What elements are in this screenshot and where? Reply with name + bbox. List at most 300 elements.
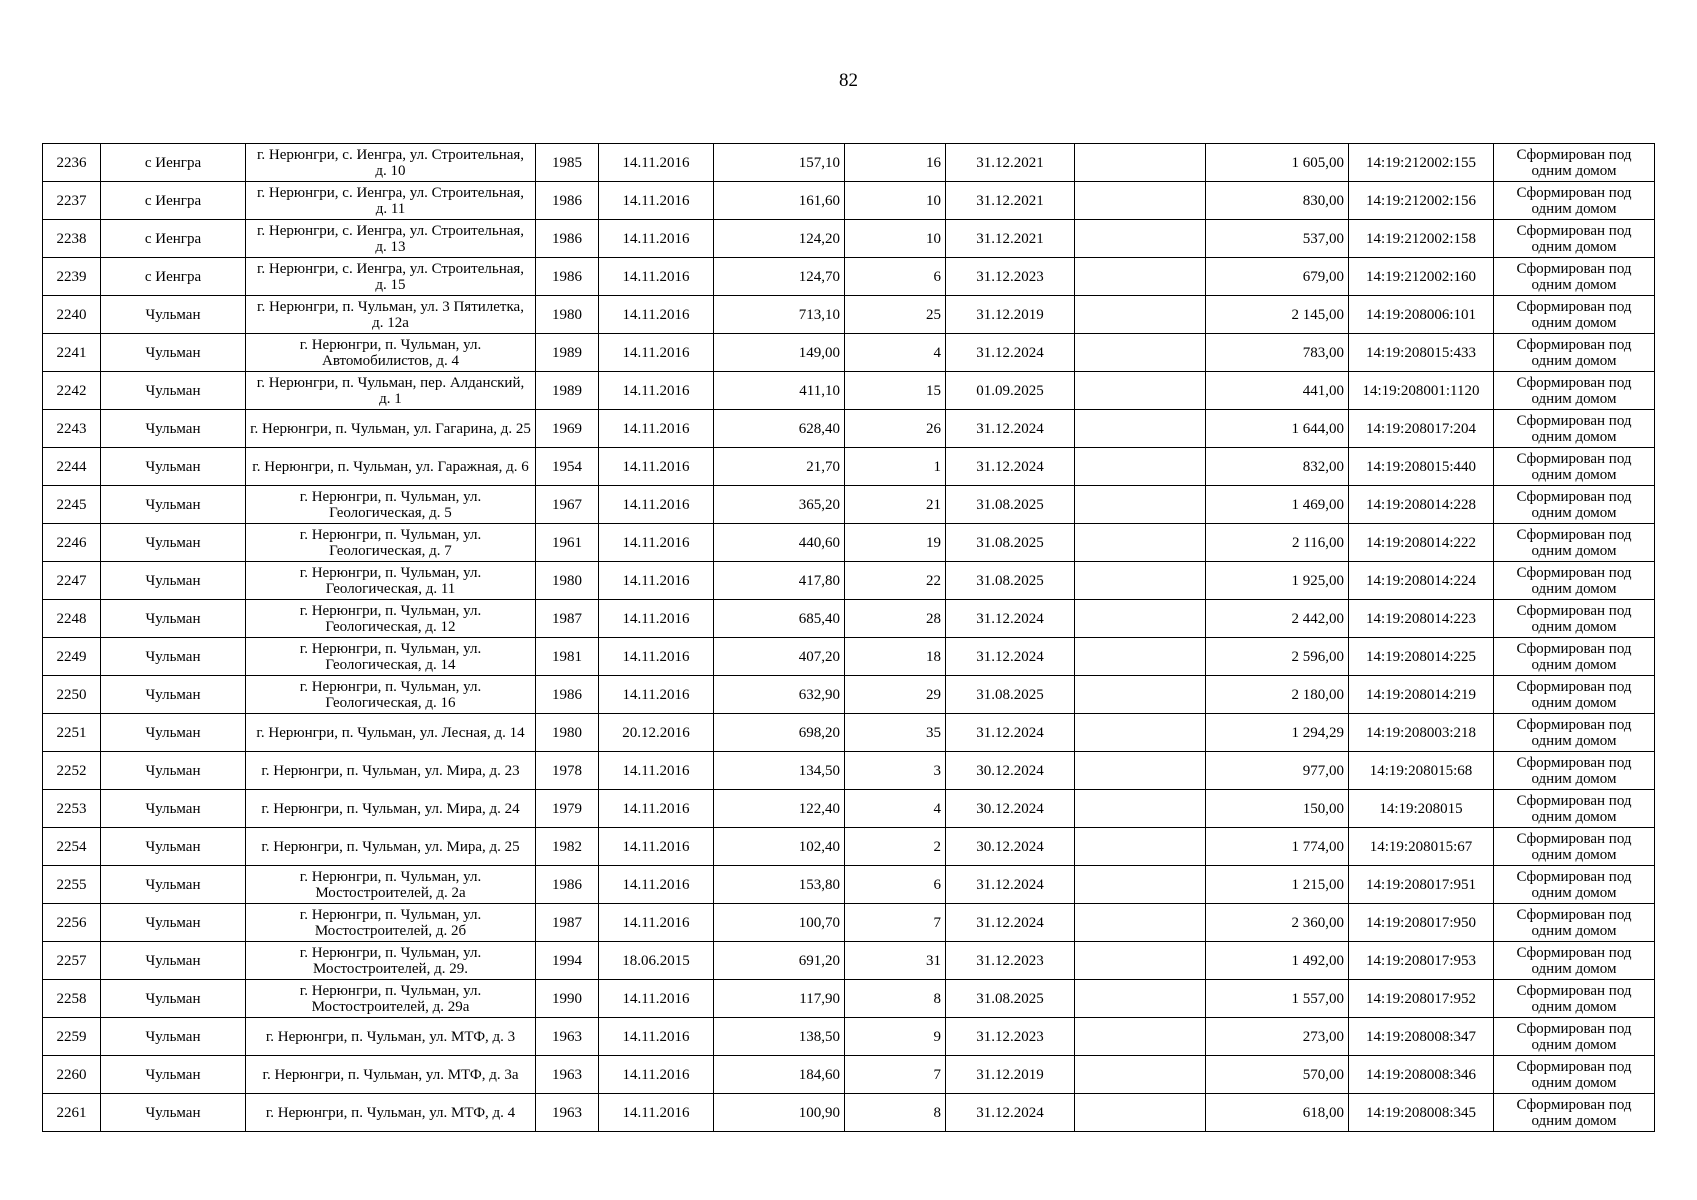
address-cell: г. Нерюнгри, с. Иенгра, ул. Строительная, д. 10 <box>246 144 536 182</box>
address-cell: г. Нерюнгри, п. Чульман, ул. Автомобилистов, д. 4 <box>246 334 536 372</box>
cadastral-number-cell: 14:19:208008:346 <box>1349 1056 1494 1094</box>
address-cell: г. Нерюнгри, п. Чульман, ул. Геологическая, д. 7 <box>246 524 536 562</box>
row-number: 2254 <box>43 828 101 866</box>
settlement-cell: Чульман <box>101 1094 246 1132</box>
land-area-cell: 618,00 <box>1206 1094 1349 1132</box>
deadline-cell: 30.12.2024 <box>946 828 1075 866</box>
empty-cell <box>1075 942 1206 980</box>
cadastral-number-cell: 14:19:208017:951 <box>1349 866 1494 904</box>
address-cell: г. Нерюнгри, п. Чульман, ул. Мира, д. 24 <box>246 790 536 828</box>
empty-cell <box>1075 752 1206 790</box>
date-cell: 14.11.2016 <box>599 372 714 410</box>
settlement-cell: Чульман <box>101 448 246 486</box>
status-cell: Сформирован под одним домом <box>1494 1094 1655 1132</box>
area-cell: 365,20 <box>714 486 845 524</box>
count-cell: 1 <box>845 448 946 486</box>
area-cell: 100,70 <box>714 904 845 942</box>
date-cell: 14.11.2016 <box>599 144 714 182</box>
empty-cell <box>1075 448 1206 486</box>
land-area-cell: 1 644,00 <box>1206 410 1349 448</box>
land-area-cell: 2 180,00 <box>1206 676 1349 714</box>
land-area-cell: 2 442,00 <box>1206 600 1349 638</box>
deadline-cell: 31.08.2025 <box>946 562 1075 600</box>
date-cell: 14.11.2016 <box>599 752 714 790</box>
deadline-cell: 31.12.2023 <box>946 1018 1075 1056</box>
area-cell: 411,10 <box>714 372 845 410</box>
count-cell: 15 <box>845 372 946 410</box>
status-cell: Сформирован под одним домом <box>1494 790 1655 828</box>
count-cell: 7 <box>845 904 946 942</box>
settlement-cell: с Иенгра <box>101 144 246 182</box>
table-body <box>43 144 1655 1132</box>
settlement-cell: Чульман <box>101 942 246 980</box>
year-cell: 1987 <box>536 904 599 942</box>
status-cell: Сформирован под одним домом <box>1494 942 1655 980</box>
date-cell: 14.11.2016 <box>599 980 714 1018</box>
year-cell: 1963 <box>536 1056 599 1094</box>
status-cell: Сформирован под одним домом <box>1494 410 1655 448</box>
table-row <box>43 1018 1655 1056</box>
area-cell: 100,90 <box>714 1094 845 1132</box>
settlement-cell: Чульман <box>101 296 246 334</box>
date-cell: 14.11.2016 <box>599 258 714 296</box>
deadline-cell: 31.08.2025 <box>946 676 1075 714</box>
row-number: 2236 <box>43 144 101 182</box>
table-row <box>43 676 1655 714</box>
date-cell: 14.11.2016 <box>599 790 714 828</box>
area-cell: 21,70 <box>714 448 845 486</box>
row-number: 2246 <box>43 524 101 562</box>
settlement-cell: Чульман <box>101 372 246 410</box>
row-number: 2240 <box>43 296 101 334</box>
date-cell: 14.11.2016 <box>599 1018 714 1056</box>
count-cell: 10 <box>845 220 946 258</box>
year-cell: 1994 <box>536 942 599 980</box>
cadastral-number-cell: 14:19:208014:225 <box>1349 638 1494 676</box>
row-number: 2243 <box>43 410 101 448</box>
status-cell: Сформирован под одним домом <box>1494 486 1655 524</box>
land-area-cell: 1 925,00 <box>1206 562 1349 600</box>
year-cell: 1986 <box>536 182 599 220</box>
empty-cell <box>1075 258 1206 296</box>
empty-cell <box>1075 334 1206 372</box>
cadastral-number-cell: 14:19:208008:347 <box>1349 1018 1494 1056</box>
address-cell: г. Нерюнгри, п. Чульман, ул. Мостостроителей, д. 2б <box>246 904 536 942</box>
address-cell: г. Нерюнгри, п. Чульман, ул. МТФ, д. 3 <box>246 1018 536 1056</box>
table-row <box>43 524 1655 562</box>
settlement-cell: Чульман <box>101 904 246 942</box>
address-cell: г. Нерюнгри, с. Иенгра, ул. Строительная, д. 11 <box>246 182 536 220</box>
table-row <box>43 296 1655 334</box>
table-row <box>43 904 1655 942</box>
status-cell: Сформирован под одним домом <box>1494 334 1655 372</box>
table-row <box>43 372 1655 410</box>
year-cell: 1954 <box>536 448 599 486</box>
status-cell: Сформирован под одним домом <box>1494 372 1655 410</box>
settlement-cell: Чульман <box>101 562 246 600</box>
land-area-cell: 1 294,29 <box>1206 714 1349 752</box>
table-row <box>43 1094 1655 1132</box>
cadastral-number-cell: 14:19:208017:953 <box>1349 942 1494 980</box>
empty-cell <box>1075 790 1206 828</box>
area-cell: 102,40 <box>714 828 845 866</box>
empty-cell <box>1075 904 1206 942</box>
count-cell: 21 <box>845 486 946 524</box>
date-cell: 14.11.2016 <box>599 600 714 638</box>
settlement-cell: Чульман <box>101 1056 246 1094</box>
area-cell: 161,60 <box>714 182 845 220</box>
empty-cell <box>1075 486 1206 524</box>
empty-cell <box>1075 828 1206 866</box>
date-cell: 14.11.2016 <box>599 1094 714 1132</box>
land-area-cell: 441,00 <box>1206 372 1349 410</box>
count-cell: 2 <box>845 828 946 866</box>
table-row <box>43 486 1655 524</box>
date-cell: 14.11.2016 <box>599 562 714 600</box>
area-cell: 124,20 <box>714 220 845 258</box>
count-cell: 18 <box>845 638 946 676</box>
table-row <box>43 942 1655 980</box>
deadline-cell: 31.12.2024 <box>946 904 1075 942</box>
year-cell: 1982 <box>536 828 599 866</box>
cadastral-number-cell: 14:19:208014:228 <box>1349 486 1494 524</box>
settlement-cell: Чульман <box>101 334 246 372</box>
count-cell: 6 <box>845 258 946 296</box>
address-cell: г. Нерюнгри, п. Чульман, ул. Геологическая, д. 16 <box>246 676 536 714</box>
count-cell: 10 <box>845 182 946 220</box>
address-cell: г. Нерюнгри, п. Чульман, ул. Мостостроителей, д. 29. <box>246 942 536 980</box>
address-cell: г. Нерюнгри, п. Чульман, ул. 3 Пятилетка, д. 12а <box>246 296 536 334</box>
address-cell: г. Нерюнгри, п. Чульман, пер. Алданский, д. 1 <box>246 372 536 410</box>
status-cell: Сформирован под одним домом <box>1494 752 1655 790</box>
status-cell: Сформирован под одним домом <box>1494 714 1655 752</box>
address-cell: г. Нерюнгри, п. Чульман, ул. Гагарина, д. 25 <box>246 410 536 448</box>
area-cell: 117,90 <box>714 980 845 1018</box>
status-cell: Сформирован под одним домом <box>1494 524 1655 562</box>
area-cell: 417,80 <box>714 562 845 600</box>
housing-registry-table <box>42 143 1655 1132</box>
status-cell: Сформирован под одним домом <box>1494 980 1655 1018</box>
date-cell: 14.11.2016 <box>599 638 714 676</box>
row-number: 2237 <box>43 182 101 220</box>
status-cell: Сформирован под одним домом <box>1494 1018 1655 1056</box>
land-area-cell: 1 469,00 <box>1206 486 1349 524</box>
settlement-cell: Чульман <box>101 410 246 448</box>
cadastral-number-cell: 14:19:208017:950 <box>1349 904 1494 942</box>
cadastral-number-cell: 14:19:208014:219 <box>1349 676 1494 714</box>
count-cell: 19 <box>845 524 946 562</box>
year-cell: 1963 <box>536 1094 599 1132</box>
area-cell: 153,80 <box>714 866 845 904</box>
date-cell: 14.11.2016 <box>599 676 714 714</box>
deadline-cell: 31.12.2024 <box>946 600 1075 638</box>
cadastral-number-cell: 14:19:208003:218 <box>1349 714 1494 752</box>
empty-cell <box>1075 1056 1206 1094</box>
cadastral-number-cell: 14:19:212002:156 <box>1349 182 1494 220</box>
status-cell: Сформирован под одним домом <box>1494 182 1655 220</box>
settlement-cell: Чульман <box>101 600 246 638</box>
empty-cell <box>1075 220 1206 258</box>
deadline-cell: 31.12.2024 <box>946 334 1075 372</box>
status-cell: Сформирован под одним домом <box>1494 600 1655 638</box>
area-cell: 407,20 <box>714 638 845 676</box>
settlement-cell: Чульман <box>101 676 246 714</box>
address-cell: г. Нерюнгри, п. Чульман, ул. МТФ, д. 3а <box>246 1056 536 1094</box>
date-cell: 14.11.2016 <box>599 866 714 904</box>
year-cell: 1967 <box>536 486 599 524</box>
empty-cell <box>1075 524 1206 562</box>
count-cell: 31 <box>845 942 946 980</box>
land-area-cell: 830,00 <box>1206 182 1349 220</box>
date-cell: 14.11.2016 <box>599 524 714 562</box>
land-area-cell: 679,00 <box>1206 258 1349 296</box>
empty-cell <box>1075 676 1206 714</box>
row-number: 2257 <box>43 942 101 980</box>
land-area-cell: 832,00 <box>1206 448 1349 486</box>
empty-cell <box>1075 182 1206 220</box>
year-cell: 1963 <box>536 1018 599 1056</box>
table-row <box>43 828 1655 866</box>
cadastral-number-cell: 14:19:212002:160 <box>1349 258 1494 296</box>
empty-cell <box>1075 296 1206 334</box>
table-row <box>43 600 1655 638</box>
cadastral-number-cell: 14:19:208001:1120 <box>1349 372 1494 410</box>
deadline-cell: 30.12.2024 <box>946 790 1075 828</box>
cadastral-number-cell: 14:19:212002:155 <box>1349 144 1494 182</box>
date-cell: 14.11.2016 <box>599 448 714 486</box>
area-cell: 698,20 <box>714 714 845 752</box>
year-cell: 1969 <box>536 410 599 448</box>
row-number: 2260 <box>43 1056 101 1094</box>
count-cell: 25 <box>845 296 946 334</box>
deadline-cell: 31.12.2024 <box>946 638 1075 676</box>
area-cell: 440,60 <box>714 524 845 562</box>
empty-cell <box>1075 1094 1206 1132</box>
date-cell: 14.11.2016 <box>599 486 714 524</box>
deadline-cell: 31.08.2025 <box>946 524 1075 562</box>
date-cell: 14.11.2016 <box>599 220 714 258</box>
count-cell: 22 <box>845 562 946 600</box>
row-number: 2250 <box>43 676 101 714</box>
settlement-cell: с Иенгра <box>101 220 246 258</box>
row-number: 2261 <box>43 1094 101 1132</box>
address-cell: г. Нерюнгри, п. Чульман, ул. Геологическая, д. 12 <box>246 600 536 638</box>
status-cell: Сформирован под одним домом <box>1494 828 1655 866</box>
address-cell: г. Нерюнгри, с. Иенгра, ул. Строительная, д. 15 <box>246 258 536 296</box>
cadastral-number-cell: 14:19:208014:222 <box>1349 524 1494 562</box>
land-area-cell: 150,00 <box>1206 790 1349 828</box>
count-cell: 16 <box>845 144 946 182</box>
deadline-cell: 31.12.2021 <box>946 182 1075 220</box>
year-cell: 1979 <box>536 790 599 828</box>
year-cell: 1981 <box>536 638 599 676</box>
table-row <box>43 182 1655 220</box>
area-cell: 685,40 <box>714 600 845 638</box>
land-area-cell: 537,00 <box>1206 220 1349 258</box>
cadastral-number-cell: 14:19:208015 <box>1349 790 1494 828</box>
year-cell: 1989 <box>536 334 599 372</box>
count-cell: 35 <box>845 714 946 752</box>
deadline-cell: 31.12.2024 <box>946 448 1075 486</box>
address-cell: г. Нерюнгри, п. Чульман, ул. Мостостроителей, д. 2а <box>246 866 536 904</box>
status-cell: Сформирован под одним домом <box>1494 1056 1655 1094</box>
table-row <box>43 638 1655 676</box>
date-cell: 18.06.2015 <box>599 942 714 980</box>
address-cell: г. Нерюнгри, п. Чульман, ул. Геологическая, д. 5 <box>246 486 536 524</box>
status-cell: Сформирован под одним домом <box>1494 562 1655 600</box>
row-number: 2239 <box>43 258 101 296</box>
year-cell: 1980 <box>536 714 599 752</box>
land-area-cell: 1 774,00 <box>1206 828 1349 866</box>
table-row <box>43 258 1655 296</box>
status-cell: Сформирован под одним домом <box>1494 220 1655 258</box>
deadline-cell: 31.12.2024 <box>946 714 1075 752</box>
empty-cell <box>1075 980 1206 1018</box>
deadline-cell: 30.12.2024 <box>946 752 1075 790</box>
count-cell: 4 <box>845 334 946 372</box>
address-cell: г. Нерюнгри, п. Чульман, ул. МТФ, д. 4 <box>246 1094 536 1132</box>
cadastral-number-cell: 14:19:208017:204 <box>1349 410 1494 448</box>
row-number: 2253 <box>43 790 101 828</box>
deadline-cell: 01.09.2025 <box>946 372 1075 410</box>
address-cell: г. Нерюнгри, п. Чульман, ул. Мира, д. 23 <box>246 752 536 790</box>
year-cell: 1989 <box>536 372 599 410</box>
cadastral-number-cell: 14:19:212002:158 <box>1349 220 1494 258</box>
year-cell: 1986 <box>536 258 599 296</box>
year-cell: 1980 <box>536 562 599 600</box>
settlement-cell: Чульман <box>101 524 246 562</box>
deadline-cell: 31.12.2019 <box>946 1056 1075 1094</box>
land-area-cell: 1 215,00 <box>1206 866 1349 904</box>
count-cell: 8 <box>845 1094 946 1132</box>
cadastral-number-cell: 14:19:208014:223 <box>1349 600 1494 638</box>
area-cell: 632,90 <box>714 676 845 714</box>
deadline-cell: 31.08.2025 <box>946 486 1075 524</box>
count-cell: 28 <box>845 600 946 638</box>
count-cell: 29 <box>845 676 946 714</box>
date-cell: 14.11.2016 <box>599 182 714 220</box>
table-row <box>43 562 1655 600</box>
area-cell: 122,40 <box>714 790 845 828</box>
cadastral-number-cell: 14:19:208006:101 <box>1349 296 1494 334</box>
table-row <box>43 1056 1655 1094</box>
row-number: 2255 <box>43 866 101 904</box>
area-cell: 628,40 <box>714 410 845 448</box>
status-cell: Сформирован под одним домом <box>1494 448 1655 486</box>
date-cell: 14.11.2016 <box>599 334 714 372</box>
count-cell: 3 <box>845 752 946 790</box>
table-row <box>43 752 1655 790</box>
cadastral-number-cell: 14:19:208015:68 <box>1349 752 1494 790</box>
cadastral-number-cell: 14:19:208014:224 <box>1349 562 1494 600</box>
deadline-cell: 31.12.2023 <box>946 942 1075 980</box>
status-cell: Сформирован под одним домом <box>1494 144 1655 182</box>
row-number: 2248 <box>43 600 101 638</box>
empty-cell <box>1075 638 1206 676</box>
deadline-cell: 31.12.2024 <box>946 410 1075 448</box>
land-area-cell: 273,00 <box>1206 1018 1349 1056</box>
cadastral-number-cell: 14:19:208015:433 <box>1349 334 1494 372</box>
row-number: 2252 <box>43 752 101 790</box>
deadline-cell: 31.08.2025 <box>946 980 1075 1018</box>
table-row <box>43 410 1655 448</box>
land-area-cell: 1 557,00 <box>1206 980 1349 1018</box>
table-row <box>43 980 1655 1018</box>
row-number: 2258 <box>43 980 101 1018</box>
year-cell: 1980 <box>536 296 599 334</box>
page-number: 82 <box>839 70 858 91</box>
address-cell: г. Нерюнгри, п. Чульман, ул. Геологическая, д. 14 <box>246 638 536 676</box>
status-cell: Сформирован под одним домом <box>1494 258 1655 296</box>
address-cell: г. Нерюнгри, с. Иенгра, ул. Строительная, д. 13 <box>246 220 536 258</box>
settlement-cell: Чульман <box>101 638 246 676</box>
deadline-cell: 31.12.2019 <box>946 296 1075 334</box>
date-cell: 14.11.2016 <box>599 1056 714 1094</box>
area-cell: 134,50 <box>714 752 845 790</box>
count-cell: 26 <box>845 410 946 448</box>
settlement-cell: Чульман <box>101 714 246 752</box>
date-cell: 14.11.2016 <box>599 904 714 942</box>
land-area-cell: 2 145,00 <box>1206 296 1349 334</box>
table-row <box>43 144 1655 182</box>
year-cell: 1961 <box>536 524 599 562</box>
row-number: 2249 <box>43 638 101 676</box>
empty-cell <box>1075 866 1206 904</box>
empty-cell <box>1075 600 1206 638</box>
status-cell: Сформирован под одним домом <box>1494 866 1655 904</box>
date-cell: 20.12.2016 <box>599 714 714 752</box>
settlement-cell: Чульман <box>101 1018 246 1056</box>
cadastral-number-cell: 14:19:208008:345 <box>1349 1094 1494 1132</box>
address-cell: г. Нерюнгри, п. Чульман, ул. Мостостроителей, д. 29а <box>246 980 536 1018</box>
empty-cell <box>1075 562 1206 600</box>
table-row <box>43 448 1655 486</box>
status-cell: Сформирован под одним домом <box>1494 296 1655 334</box>
count-cell: 7 <box>845 1056 946 1094</box>
settlement-cell: Чульман <box>101 752 246 790</box>
land-area-cell: 2 596,00 <box>1206 638 1349 676</box>
year-cell: 1987 <box>536 600 599 638</box>
area-cell: 184,60 <box>714 1056 845 1094</box>
row-number: 2256 <box>43 904 101 942</box>
deadline-cell: 31.12.2024 <box>946 1094 1075 1132</box>
count-cell: 6 <box>845 866 946 904</box>
settlement-cell: Чульман <box>101 790 246 828</box>
address-cell: г. Нерюнгри, п. Чульман, ул. Геологическая, д. 11 <box>246 562 536 600</box>
row-number: 2247 <box>43 562 101 600</box>
empty-cell <box>1075 410 1206 448</box>
year-cell: 1986 <box>536 220 599 258</box>
empty-cell <box>1075 1018 1206 1056</box>
area-cell: 157,10 <box>714 144 845 182</box>
row-number: 2251 <box>43 714 101 752</box>
cadastral-number-cell: 14:19:208015:67 <box>1349 828 1494 866</box>
table-row <box>43 790 1655 828</box>
area-cell: 138,50 <box>714 1018 845 1056</box>
year-cell: 1986 <box>536 676 599 714</box>
settlement-cell: Чульман <box>101 866 246 904</box>
land-area-cell: 570,00 <box>1206 1056 1349 1094</box>
land-area-cell: 783,00 <box>1206 334 1349 372</box>
settlement-cell: Чульман <box>101 980 246 1018</box>
deadline-cell: 31.12.2024 <box>946 866 1075 904</box>
year-cell: 1990 <box>536 980 599 1018</box>
deadline-cell: 31.12.2021 <box>946 144 1075 182</box>
status-cell: Сформирован под одним домом <box>1494 676 1655 714</box>
table-row <box>43 866 1655 904</box>
land-area-cell: 2 116,00 <box>1206 524 1349 562</box>
address-cell: г. Нерюнгри, п. Чульман, ул. Гаражная, д. 6 <box>246 448 536 486</box>
